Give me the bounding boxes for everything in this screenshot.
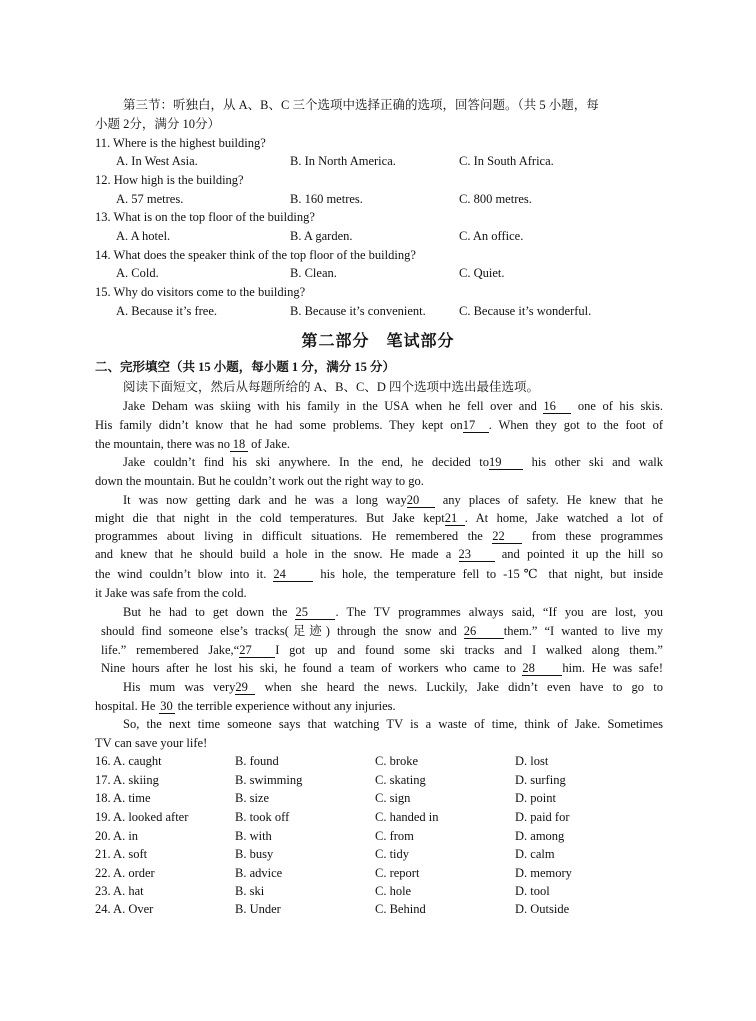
passage-text: should find someone else’s tracks(足迹) through the snow and [101, 624, 457, 638]
passage-text: the terrible experience without any injuries. [177, 699, 396, 713]
option-19-a[interactable]: 19. A. looked after [95, 810, 189, 824]
passage-text: the mountain, there was no [95, 437, 231, 451]
option-16-d[interactable]: D. lost [515, 754, 549, 768]
passage-line [95, 527, 663, 546]
option-18-c[interactable]: C. sign [375, 791, 411, 805]
option-22-b[interactable]: B. advice [235, 866, 283, 880]
passage-text: them.” “I wanted to live my [503, 624, 663, 638]
passage-line [95, 416, 663, 435]
blank-29[interactable]: 29 [235, 680, 255, 695]
passage-text: His mum was very [123, 680, 236, 694]
passage-line: down the mountain. But he couldn’t work out the right way to go. [95, 474, 424, 488]
passage-line: it Jake was safe from the cold. [95, 586, 247, 600]
blank-26[interactable]: 26 [464, 624, 504, 639]
option-21-a[interactable]: 21. A. soft [95, 847, 148, 861]
q15-option-c[interactable]: C. Because it’s wonderful. [459, 304, 592, 318]
question-13: 13. What is on the top floor of the building? [95, 210, 315, 224]
option-22-c[interactable]: C. report [375, 866, 420, 880]
option-19-c[interactable]: C. handed in [375, 810, 439, 824]
q14-option-b[interactable]: B. Clean. [290, 266, 337, 280]
q12-option-b[interactable]: B. 160 metres. [290, 192, 363, 206]
q12-option-a[interactable]: A. 57 metres. [116, 192, 184, 206]
passage-line [123, 678, 663, 697]
q14-option-c[interactable]: C. Quiet. [459, 266, 505, 280]
option-20-b[interactable]: B. with [235, 829, 272, 843]
passage-text: I got up and found some ski tracks and I walked along them.” [275, 643, 663, 657]
passage-line: TV can save your life! [95, 736, 208, 750]
q13-option-a[interactable]: A. A hotel. [116, 229, 171, 243]
blank-18[interactable]: 18 [230, 437, 248, 452]
passage-line [101, 659, 663, 678]
option-24-c[interactable]: C. Behind [375, 902, 426, 916]
option-22-a[interactable]: 22. A. order [95, 866, 155, 880]
q11-option-a[interactable]: A. In West Asia. [116, 154, 198, 168]
blank-19[interactable]: 19 [489, 455, 523, 470]
passage-line [123, 491, 663, 510]
q11-option-c[interactable]: C. In South Africa. [459, 154, 554, 168]
q11-option-b[interactable]: B. In North America. [290, 154, 396, 168]
listening-intro-line-2: 小题 2分，满分 10分） [95, 117, 221, 131]
option-24-d[interactable]: D. Outside [515, 902, 570, 916]
passage-text: when she heard the news. Luckily, Jake didn’t even have to go to [264, 680, 664, 694]
part-title: 第二部分 笔试部分 [301, 333, 455, 350]
option-19-d[interactable]: D. paid for [515, 810, 570, 824]
blank-28[interactable]: 28 [522, 661, 562, 676]
passage-text: from these programmes [531, 529, 664, 543]
passage-line [101, 641, 663, 660]
passage-text: . At home, Jake watched a lot of [464, 511, 663, 525]
blank-21[interactable]: 21 [445, 511, 465, 526]
passage-text: and pointed it up the hill so [501, 547, 664, 561]
option-18-a[interactable]: 18. A. time [95, 791, 151, 805]
passage-text: But he had to get down the [123, 605, 288, 619]
passage-line [95, 545, 663, 564]
passage-text: any places of safety. He knew that he [442, 493, 664, 507]
blank-30[interactable]: 30 [160, 699, 173, 713]
passage-text: Nine hours after he lost his ski, he found a team of workers who came to [101, 661, 516, 675]
passage-text: life.” remembered Jake,“ [101, 643, 240, 657]
option-18-b[interactable]: B. size [235, 791, 270, 805]
blank-20[interactable]: 20 [407, 493, 435, 508]
cloze-heading: 二、完形填空（共 15 小题，每小题 1 分，满分 15 分） [95, 360, 396, 374]
q15-option-b[interactable]: B. Because it’s convenient. [290, 304, 426, 318]
passage-text: . When they got to the foot of [488, 418, 663, 432]
option-24-b[interactable]: B. Under [235, 902, 281, 916]
listening-intro-line-1: 第三节：听独白，从 A、B、C 三个选项中选择正确的选项，回答问题。（共 5 小题，每 [123, 98, 599, 112]
option-20-a[interactable]: 20. A. in [95, 829, 139, 843]
option-16-c[interactable]: C. broke [375, 754, 419, 768]
cloze-instruction: 阅读下面短文，然后从每题所给的 A、B、C、D 四个选项中选出最佳选项。 [123, 380, 539, 394]
passage-line [123, 397, 663, 416]
blank-16[interactable]: 16 [543, 399, 571, 414]
passage-text: . The TV programmes always said, “If you are lost, you [335, 605, 663, 619]
blank-27[interactable]: 27 [239, 643, 275, 658]
question-12: 12. How high is the building? [95, 173, 244, 187]
option-18-d[interactable]: D. point [515, 791, 556, 805]
option-17-d[interactable]: D. surfing [515, 773, 566, 787]
option-20-c[interactable]: C. from [375, 829, 414, 843]
passage-text: one of his skis. [577, 399, 664, 413]
option-19-b[interactable]: B. took off [235, 810, 290, 824]
blank-24[interactable]: 24 [273, 567, 313, 582]
option-21-b[interactable]: B. busy [235, 847, 274, 861]
passage-text: his hole, the temperature fell to -15℃ that night, but inside [320, 567, 664, 581]
q12-option-c[interactable]: C. 800 metres. [459, 192, 532, 206]
passage-line [123, 453, 663, 472]
option-16-a[interactable]: 16. A. caught [95, 754, 162, 768]
option-17-b[interactable]: B. swimming [235, 773, 303, 787]
passage-line [95, 509, 663, 528]
option-22-d[interactable]: D. memory [515, 866, 572, 880]
option-16-b[interactable]: B. found [235, 754, 279, 768]
option-23-d[interactable]: D. tool [515, 884, 550, 898]
passage-text: the wind couldn’t blow into it. [95, 567, 267, 581]
question-14: 14. What does the speaker think of the top floor of the building? [95, 248, 416, 262]
passage-text: programmes about living in difficult situations. He remembered the [95, 529, 483, 543]
passage-text: hospital. He [95, 699, 156, 713]
passage-text: and knew that he should build a hole in the snow. He made a [95, 547, 452, 561]
q15-option-a[interactable]: A. Because it’s free. [116, 304, 218, 318]
option-23-b[interactable]: B. ski [235, 884, 265, 898]
option-17-a[interactable]: 17. A. skiing [95, 773, 159, 787]
question-11: 11. Where is the highest building? [95, 136, 266, 150]
passage-line [95, 435, 663, 454]
passage-text: His family didn’t know that he had some problems. They kept on [95, 418, 463, 432]
passage-text: Jake couldn’t find his ski anywhere. In the end, he decided to [123, 455, 490, 469]
passage-line [95, 565, 663, 584]
option-17-c[interactable]: C. skating [375, 773, 426, 787]
option-23-a[interactable]: 23. A. hat [95, 884, 144, 898]
blank-17[interactable]: 17 [463, 418, 489, 433]
passage-text: him. He was safe! [562, 661, 663, 675]
passage-line [123, 603, 663, 622]
passage-text: his other ski and walk [531, 455, 664, 469]
option-24-a[interactable]: 24. A. Over [95, 902, 154, 916]
passage-text: Jake Deham was skiing with his family in the USA when he fell over and [123, 399, 537, 413]
passage-text: of Jake. [251, 437, 291, 451]
q13-option-b[interactable]: B. A garden. [290, 229, 353, 243]
option-21-c[interactable]: C. tidy [375, 847, 410, 861]
passage-text: It was now getting dark and he was a long way [123, 493, 407, 507]
blank-25[interactable]: 25 [295, 605, 335, 620]
option-21-d[interactable]: D. calm [515, 847, 555, 861]
option-23-c[interactable]: C. hole [375, 884, 412, 898]
passage-text: might die that night in the cold temperatures. But Jake kept [95, 511, 445, 525]
passage-line [101, 622, 663, 641]
q13-option-c[interactable]: C. An office. [459, 229, 524, 243]
option-20-d[interactable]: D. among [515, 829, 565, 843]
q14-option-a[interactable]: A. Cold. [116, 266, 159, 280]
passage-line: So, the next time someone says that watching TV is a waste of time, think of Jake. Sometimes [123, 717, 663, 731]
blank-23[interactable]: 23 [459, 547, 495, 562]
question-15: 15. Why do visitors come to the building? [95, 285, 306, 299]
blank-22[interactable]: 22 [492, 529, 522, 544]
passage-line [95, 697, 663, 716]
